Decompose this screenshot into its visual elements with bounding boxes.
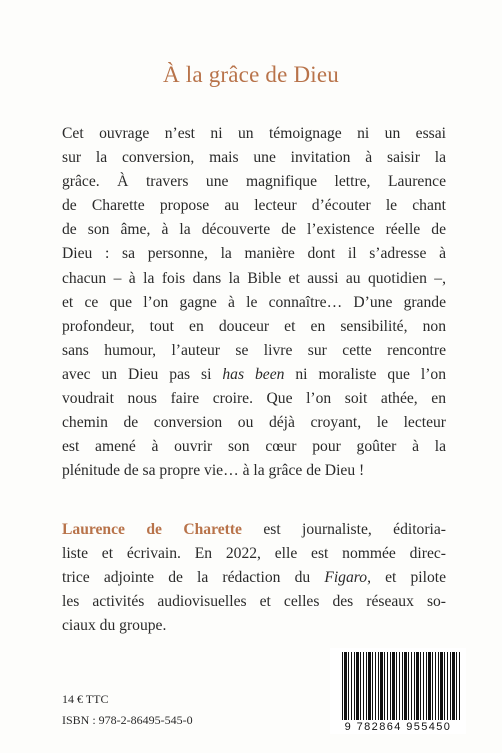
publication-name: Figaro: [324, 569, 368, 586]
barcode: [330, 648, 466, 734]
description-line: est amené à ouvrir son cœur pour goûter à la: [62, 438, 446, 456]
isbn: ISBN : 978-2-86495-545-0: [62, 713, 193, 727]
author-bio: [62, 518, 446, 638]
book-title: À la grâce de Dieu: [162, 62, 339, 87]
description-line: grâce. À travers une magnifique lettre, Laurence: [62, 173, 446, 191]
bio-line: les activités audiovisuelles et celles des réseaux so-: [62, 593, 446, 610]
description-emphasis: has been: [222, 365, 285, 383]
bio-line: [62, 518, 446, 542]
description-line: Cet ouvrage n’est ni un témoignage ni un essai: [62, 125, 446, 142]
description-line: voudrait nous faire croire. Que l’on soit athée, en: [62, 390, 446, 408]
description-line: [62, 363, 446, 387]
bio-line: [62, 566, 446, 590]
price: 14 € TTC: [62, 692, 109, 706]
description-line: chemin de conversion ou déjà croyant, le lecteur: [62, 414, 446, 432]
description-text: ni moraliste que l’on: [284, 365, 446, 383]
description-line: de Charette propose au lecteur d’écouter le chant: [62, 197, 446, 215]
bio-text: trice adjointe de la rédaction du: [62, 569, 325, 586]
description-line: et ce que l’on gagne à le connaître… D’une grande: [62, 293, 446, 311]
bio-line: ciaux du groupe.: [62, 617, 167, 634]
description-line: profondeur, tout en douceur et en sensibilité, non: [62, 317, 446, 335]
barcode-digits: 9 782864 955450: [344, 721, 452, 733]
book-description: [62, 122, 446, 483]
author-name: Laurence de Charette: [62, 521, 242, 538]
description-line: sans humour, l’auteur se livre sur cette rencontre: [62, 341, 446, 359]
description-line: de son âme, à la découverte de l’existence réelle de: [62, 221, 446, 239]
description-line: sur la conversion, mais une invitation à saisir la: [62, 149, 446, 167]
bio-text: est journaliste, éditoria-: [241, 521, 446, 538]
bio-line: liste et écrivain. En 2022, elle est nommée direc-: [62, 545, 446, 562]
description-line: chacun – à la fois dans la Bible et aussi au quotidien –,: [62, 269, 446, 287]
description-line: plénitude de sa propre vie… à la grâce de Dieu !: [62, 462, 365, 480]
bio-text: , et pilote: [367, 569, 446, 586]
description-text: avec un Dieu pas si: [62, 365, 223, 383]
description-line: Dieu : sa personne, la manière dont il s’adresse à: [62, 245, 446, 263]
barcode-bars: [342, 652, 460, 720]
